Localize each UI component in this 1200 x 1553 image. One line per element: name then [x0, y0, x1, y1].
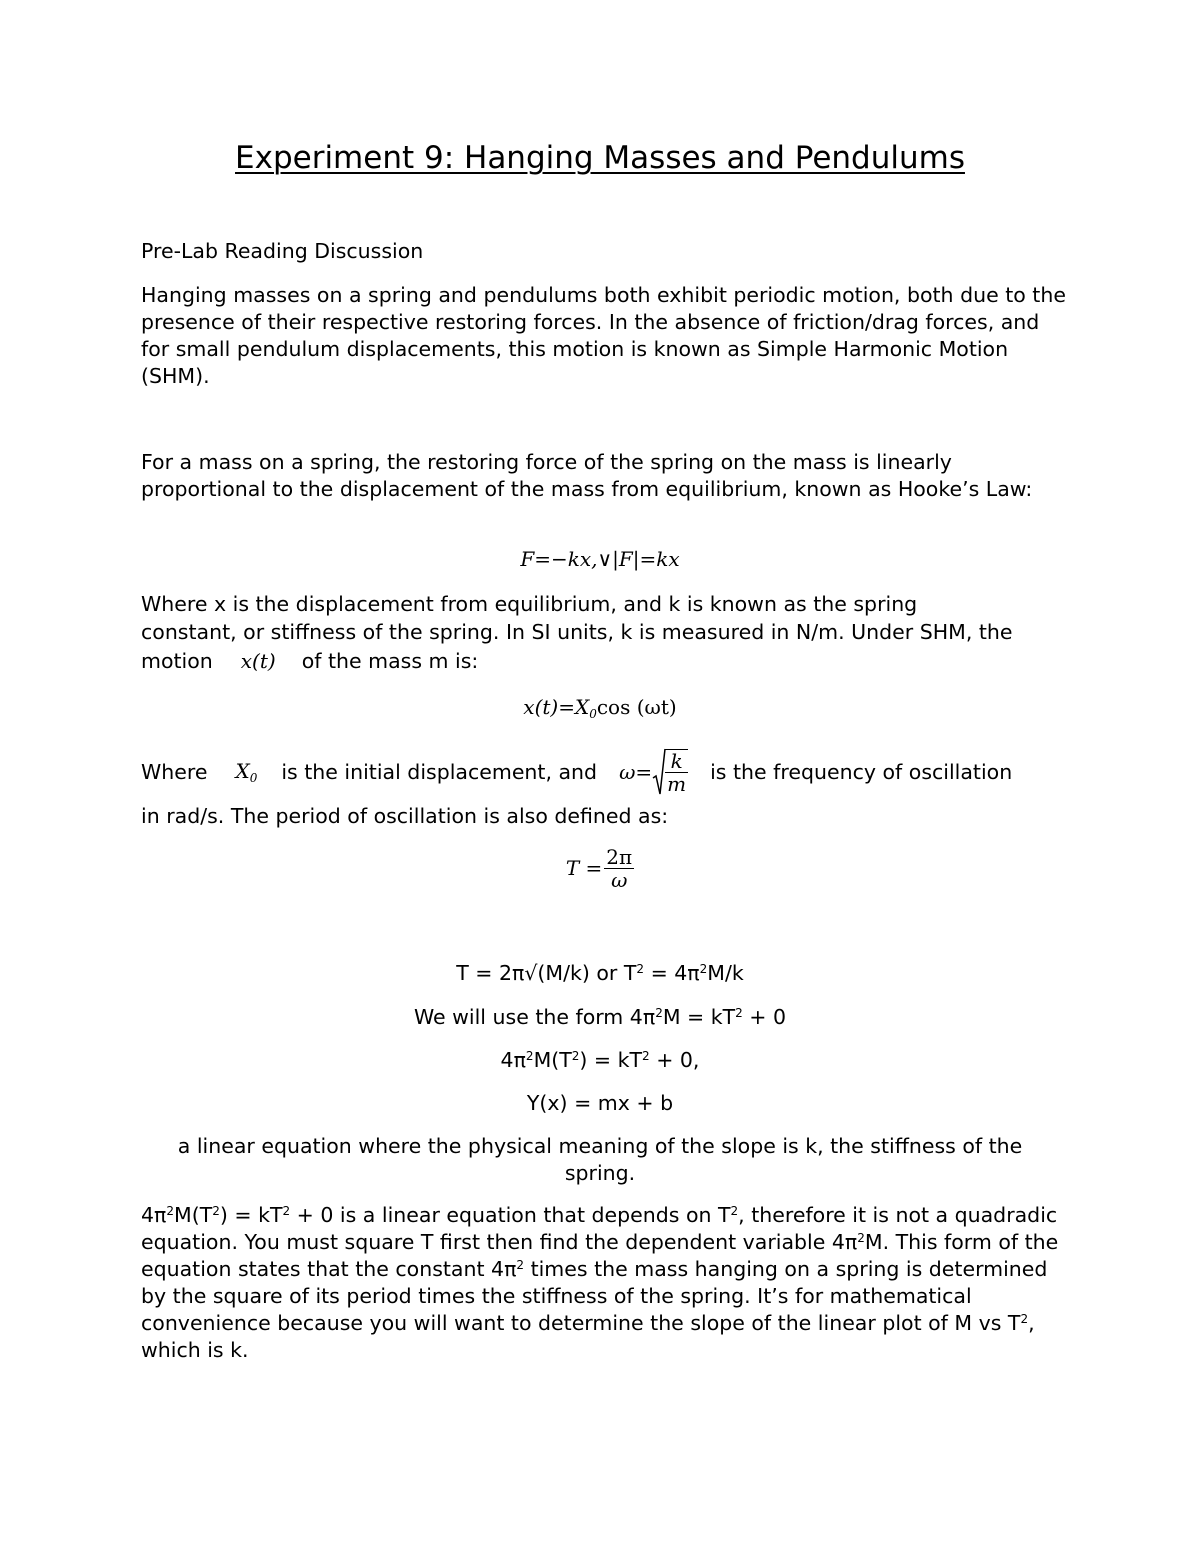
frac-den-m: m [667, 772, 687, 796]
motion-suffix: of the mass m is: [301, 649, 479, 673]
k-over-m-fraction [665, 750, 688, 795]
linear-form-line [0, 1047, 1200, 1074]
position-equation [0, 694, 1200, 728]
hooke-paragraph: For a mass on a spring, the restoring force of the spring on the mass is linearly proportional to the displacement of the mass from equilibrium, known as Hooke’s Law: [141, 450, 1033, 501]
intro-paragraph: Hanging masses on a spring and pendulums both exhibit periodic motion, both due to the presence of their respective restoring forces. In the absence of friction/drag forces, and for small pendulum displacements, this motion is known as Simple Harmonic Motion (SHM). [141, 283, 1066, 388]
final-s7: 2 [1020, 1312, 1029, 1326]
hooke-eq-abs-var: F [618, 547, 633, 571]
linear-form-sup2: 2 [571, 1049, 580, 1063]
final-s3: 2 [282, 1204, 291, 1218]
sqrt-body [665, 749, 688, 795]
omega-equation [619, 748, 688, 796]
where-x0-suffix: is the frequency of oscillation [710, 760, 1013, 784]
position-eq-sub: 0 [589, 707, 597, 721]
period-eq-num: 2π [606, 845, 633, 869]
final-s1: 2 [166, 1204, 175, 1218]
linear-form-sup1: 2 [525, 1049, 534, 1063]
period-equation [0, 846, 1200, 902]
use-form-sup2: 2 [735, 1006, 743, 1020]
final-s5: 2 [857, 1231, 865, 1245]
linear-form-a: 4π [500, 1048, 526, 1072]
slope-meaning-line-2: spring. [564, 1161, 636, 1185]
linear-form-b: M(T [533, 1048, 572, 1072]
where-x0-line [141, 744, 1071, 800]
linear-form-d: + 0, [649, 1048, 700, 1072]
x0-symbol-sub: 0 [249, 771, 258, 785]
x0-symbol [235, 759, 257, 785]
use-form-sup1: 2 [655, 1006, 663, 1020]
use-form-a: We will use the form 4π [413, 1005, 656, 1029]
linear-form-sup3: 2 [642, 1049, 650, 1063]
where-x-line-1: Where x is the displacement from equilibrium, and k is known as the spring [141, 592, 918, 616]
section-heading: Pre-Lab Reading Discussion [141, 239, 424, 263]
hooke-eq-rhs-a: =−kx,∨ [534, 547, 613, 571]
final-paragraph [141, 1202, 1071, 1364]
where-x0-prefix: Where [141, 760, 208, 784]
final-s4: 2 [730, 1204, 739, 1218]
frac-num-k: k [665, 750, 688, 773]
sqrt-icon [652, 748, 666, 796]
two-pi-over-omega [604, 846, 634, 891]
final-s6: 2 [516, 1258, 525, 1272]
hooke-eq-rhs-b: =kx [639, 547, 680, 571]
omega-lhs: ω= [619, 760, 653, 784]
period-forms-sup1: 2 [636, 962, 645, 976]
motion-symbol: x(t) [240, 649, 276, 673]
final-s2: 2 [212, 1204, 220, 1218]
hooke-equation [0, 546, 1200, 573]
hooke-eq-abs-open: | [612, 547, 619, 571]
document-title: Experiment 9: Hanging Masses and Pendulums [235, 140, 965, 176]
sqrt-expression [652, 748, 688, 796]
final-p8: , which is k. [141, 1311, 1035, 1362]
period-forms-c: M/k [707, 961, 744, 985]
final-p4: + 0 is a linear equation that depends on T [290, 1203, 731, 1227]
period-forms-sup2: 2 [699, 962, 708, 976]
final-p1: 4π [141, 1203, 167, 1227]
period-eq-den: ω [611, 868, 628, 892]
use-form-b: M = kT [662, 1005, 736, 1029]
position-eq-rhs: cos (ωt) [596, 695, 677, 719]
where-x-line-2: constant, or stiffness of the spring. In SI units, k is measured in N/m. Under SHM, the [141, 620, 1013, 644]
period-forms-a: T = 2π√(M/k) or T [456, 961, 637, 985]
where-x0-middle: is the initial displacement, and [281, 760, 598, 784]
slope-meaning-line-1: a linear equation where the physical meaning of the slope is k, the stiffness of the [177, 1134, 1023, 1158]
final-p2: M(T [174, 1203, 213, 1227]
hooke-eq-abs-close: | [632, 547, 640, 571]
hooke-eq-lhs: F [520, 547, 535, 571]
final-p5: , therefore it is not a quadradic equation. You must square T first then find the dependent variable 4π [141, 1203, 1058, 1254]
yx-line: Y(x) = mx + b [526, 1091, 674, 1115]
period-intro: in rad/s. The period of oscillation is also defined as: [141, 804, 669, 828]
motion-line [141, 646, 1071, 676]
period-eq-expr [566, 846, 634, 891]
use-form-c: + 0 [742, 1005, 787, 1029]
period-eq-lhs: T = [565, 856, 603, 880]
final-p7: times the mass hanging on a spring is determined by the square of its period times the stiffness of the spring. It’s for mathematical convenience because you will want to determine the slope of the linear plot of M vs T [141, 1257, 1048, 1335]
linear-form-c: ) = kT [579, 1048, 643, 1072]
period-forms-b: = 4π [644, 961, 700, 985]
use-form-line [0, 1004, 1200, 1031]
final-p6: M. This form of the equation states that the constant 4π [141, 1230, 1059, 1281]
x0-symbol-letter: X [235, 759, 250, 783]
position-eq-lhs: x(t)=X [523, 695, 590, 719]
period-forms-line [0, 960, 1200, 987]
motion-prefix: motion [141, 649, 213, 673]
final-p3: ) = kT [219, 1203, 283, 1227]
